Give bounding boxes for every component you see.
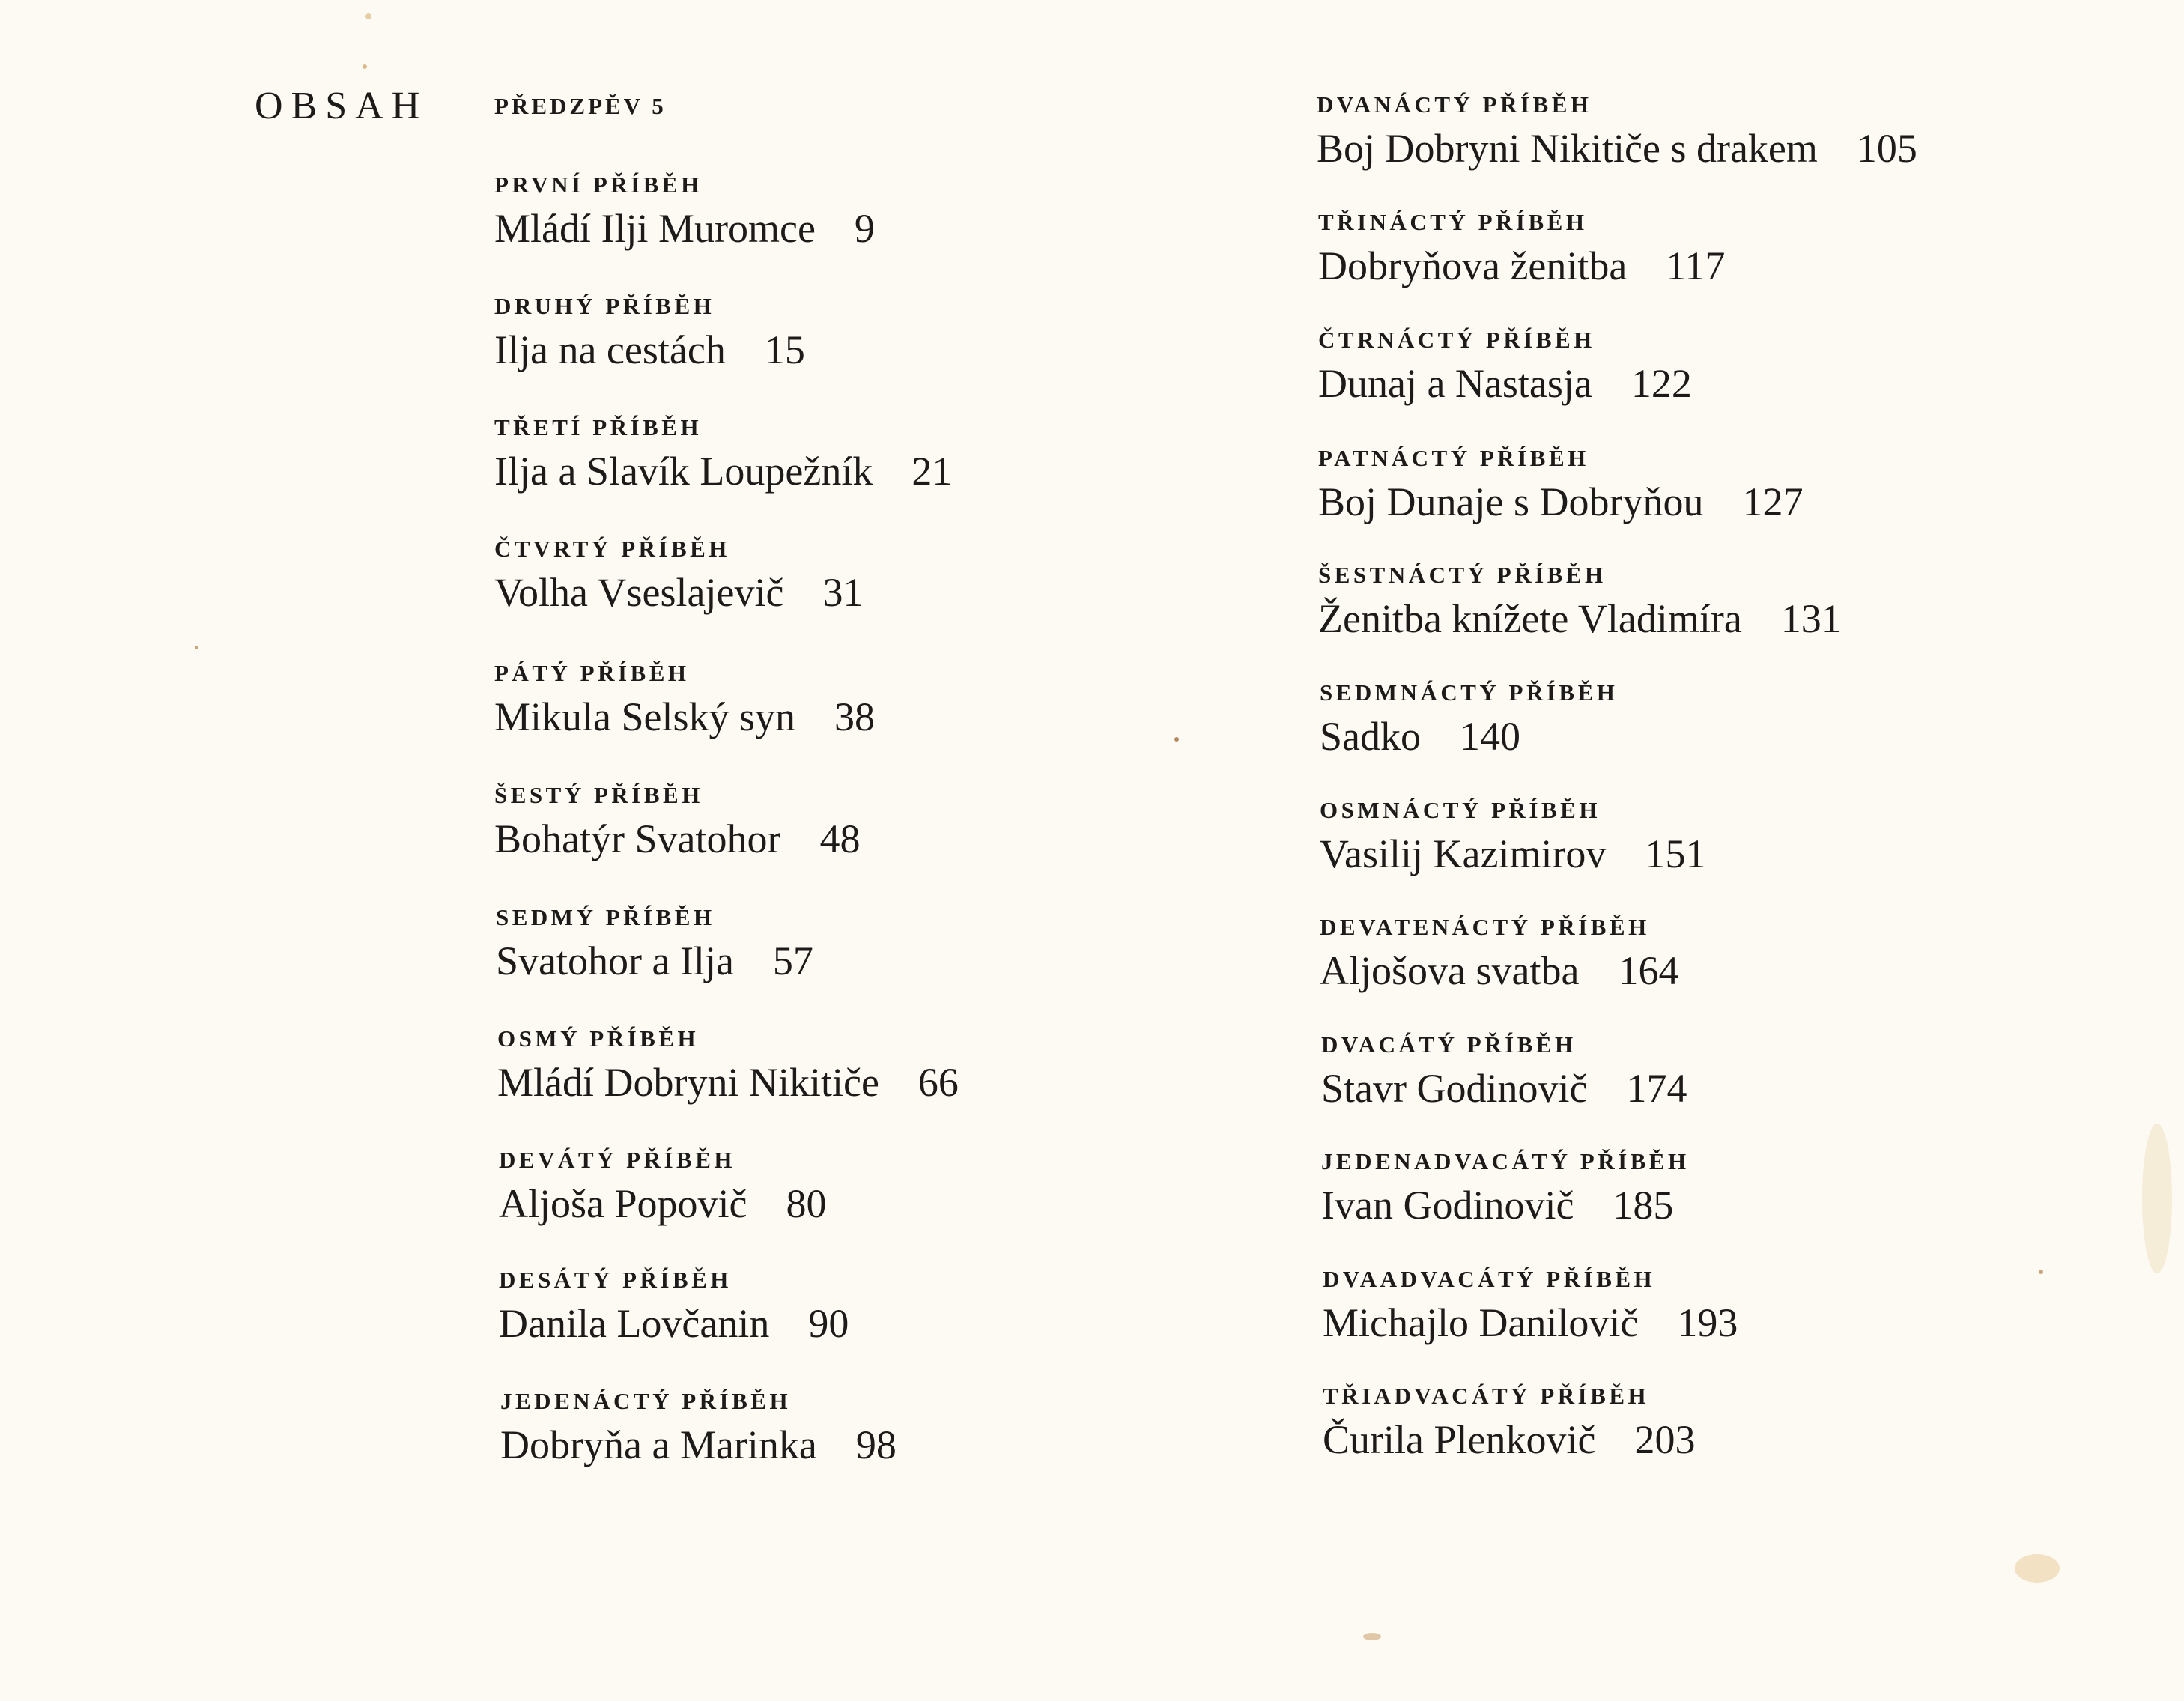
- chapter-page-number: 38: [834, 694, 876, 739]
- toc-entry: [1320, 679, 1619, 759]
- chapter-label: SEDMÝ PŘÍBĚH: [496, 904, 715, 930]
- chapter-page-number: 117: [1666, 243, 1726, 288]
- chapter-title: Vasilij Kazimirov: [1320, 831, 1607, 876]
- chapter-title: Ilja na cestách: [494, 327, 726, 372]
- chapter-page-number: 66: [917, 1060, 959, 1105]
- chapter-title: Danila Lovčanin: [499, 1301, 770, 1346]
- chapter-label: JEDENÁCTÝ PŘÍBĚH: [500, 1388, 792, 1414]
- paper-speck: [2039, 1270, 2043, 1274]
- paper-speck: [363, 64, 367, 69]
- chapter-page-number: 98: [855, 1422, 897, 1467]
- chapter-label: DRUHÝ PŘÍBĚH: [494, 293, 715, 319]
- chapter-page-number: 90: [808, 1301, 849, 1346]
- chapter-page-number: 9: [854, 206, 875, 251]
- chapter-label: DVAADVACÁTÝ PŘÍBĚH: [1323, 1266, 1656, 1292]
- chapter-label: PÁTÝ PŘÍBĚH: [494, 660, 690, 686]
- chapter-label: OSMÝ PŘÍBĚH: [497, 1025, 700, 1052]
- contents-heading: OBSAH: [255, 85, 428, 127]
- chapter-page-number: 131: [1780, 596, 1842, 641]
- chapter-label: TŘETÍ PŘÍBĚH: [494, 414, 703, 440]
- chapter-title: Sadko: [1320, 714, 1421, 759]
- toc-entry: [1321, 1148, 1690, 1228]
- chapter-title: Dunaj a Nastasja: [1318, 361, 1592, 406]
- chapter-label: PRVNÍ PŘÍBĚH: [494, 172, 703, 198]
- chapter-title: Mládí Ilji Muromce: [494, 206, 816, 251]
- chapter-title: Boj Dunaje s Dobryňou: [1318, 479, 1704, 524]
- chapter-title: Mikula Selský syn: [494, 694, 796, 739]
- toc-entry: [494, 294, 805, 370]
- chapter-title: Mládí Dobryni Nikitiče: [497, 1060, 879, 1105]
- chapter-page-number: 31: [822, 570, 864, 615]
- toc-entry: [1320, 798, 1705, 874]
- chapter-page-number: 122: [1631, 361, 1692, 406]
- toc-entry: [499, 1268, 849, 1344]
- chapter-label: ŠESTÝ PŘÍBĚH: [494, 782, 703, 808]
- chapter-label: TŘINÁCTÝ PŘÍBĚH: [1318, 209, 1588, 235]
- paper-speck: [1174, 737, 1179, 742]
- chapter-label: DESÁTÝ PŘÍBĚH: [499, 1267, 732, 1293]
- chapter-page-number: 164: [1618, 948, 1679, 993]
- chapter-title: Čurila Plenkovič: [1323, 1417, 1596, 1462]
- chapter-page-number: 21: [911, 449, 953, 494]
- chapter-page-number: 15: [764, 327, 805, 372]
- chapter-title: Dobryňa a Marinka: [500, 1422, 817, 1467]
- chapter-title: Stavr Godinovič: [1321, 1066, 1588, 1111]
- chapter-page-number: 105: [1856, 126, 1917, 171]
- chapter-page-number: 174: [1626, 1066, 1687, 1111]
- paper-stain: [2142, 1124, 2172, 1273]
- chapter-page-number: 151: [1645, 831, 1706, 876]
- chapter-page-number: 57: [772, 939, 813, 983]
- toc-entry: [1317, 93, 1917, 169]
- toc-entry: [1323, 1384, 1695, 1460]
- chapter-label: ČTVRTÝ PŘÍBĚH: [494, 536, 730, 562]
- chapter-page-number: 127: [1742, 479, 1804, 524]
- toc-entry: [1321, 1033, 1687, 1109]
- toc-entry: [496, 906, 813, 981]
- toc-entry: [1320, 915, 1678, 991]
- toc-entry: [1323, 1267, 1738, 1343]
- chapter-page-number: 193: [1677, 1300, 1738, 1345]
- chapter-title: Michajlo Danilovič: [1323, 1300, 1639, 1345]
- toc-entry: [1318, 446, 1803, 522]
- toc-entry: [499, 1148, 827, 1224]
- chapter-title: Bohatýr Svatohor: [494, 816, 781, 861]
- chapter-label: OSMNÁCTÝ PŘÍBĚH: [1320, 797, 1601, 823]
- chapter-page-number: 203: [1634, 1417, 1696, 1462]
- toc-entry: [1318, 210, 1725, 286]
- chapter-title: Dobryňova ženitba: [1318, 243, 1628, 288]
- toc-entry: [500, 1389, 897, 1465]
- chapter-title: Ženitba knížete Vladimíra: [1318, 596, 1742, 641]
- toc-entry: [497, 1027, 959, 1103]
- chapter-title: Boj Dobryni Nikitiče s drakem: [1317, 126, 1818, 171]
- toc-entry: [494, 537, 863, 613]
- chapter-label: TŘIADVACÁTÝ PŘÍBĚH: [1323, 1383, 1650, 1409]
- preface-label: PŘEDZPĚV: [494, 93, 643, 119]
- toc-entry: [494, 173, 875, 249]
- paper-speck: [195, 646, 198, 649]
- chapter-label: PATNÁCTÝ PŘÍBĚH: [1318, 445, 1589, 471]
- toc-entry: [494, 783, 860, 859]
- chapter-label: DEVATENÁCTÝ PŘÍBĚH: [1320, 914, 1650, 940]
- chapter-page-number: 185: [1613, 1183, 1674, 1228]
- chapter-label: SEDMNÁCTÝ PŘÍBĚH: [1320, 679, 1619, 706]
- chapter-title: Ilja a Slavík Loupežník: [494, 449, 873, 494]
- paper-stain: [1363, 1633, 1381, 1640]
- paper-speck: [365, 13, 371, 19]
- preface-page-number: 5: [652, 93, 667, 119]
- chapter-title: Aljoša Popovič: [499, 1181, 747, 1226]
- preface-entry: [494, 94, 667, 118]
- chapter-title: Ivan Godinovič: [1321, 1183, 1574, 1228]
- chapter-label: DVANÁCTÝ PŘÍBĚH: [1317, 91, 1592, 118]
- chapter-title: Svatohor a Ilja: [496, 939, 734, 983]
- chapter-title: Volha Vseslajevič: [494, 570, 784, 615]
- chapter-label: ŠESTNÁCTÝ PŘÍBĚH: [1318, 562, 1607, 588]
- chapter-label: JEDENADVACÁTÝ PŘÍBĚH: [1321, 1148, 1690, 1174]
- chapter-label: DEVÁTÝ PŘÍBĚH: [499, 1147, 736, 1173]
- chapter-title: Aljošova svatba: [1320, 948, 1580, 993]
- chapter-page-number: 80: [786, 1181, 827, 1226]
- chapter-page-number: 48: [819, 816, 861, 861]
- toc-entry: [1318, 328, 1692, 404]
- toc-entry: [494, 661, 875, 737]
- chapter-label: ČTRNÁCTÝ PŘÍBĚH: [1318, 327, 1595, 353]
- paper-stain: [2015, 1554, 2060, 1583]
- chapter-label: DVACÁTÝ PŘÍBĚH: [1321, 1031, 1577, 1058]
- toc-entry: [494, 414, 953, 494]
- chapter-page-number: 140: [1460, 714, 1520, 759]
- toc-entry: [1318, 563, 1842, 639]
